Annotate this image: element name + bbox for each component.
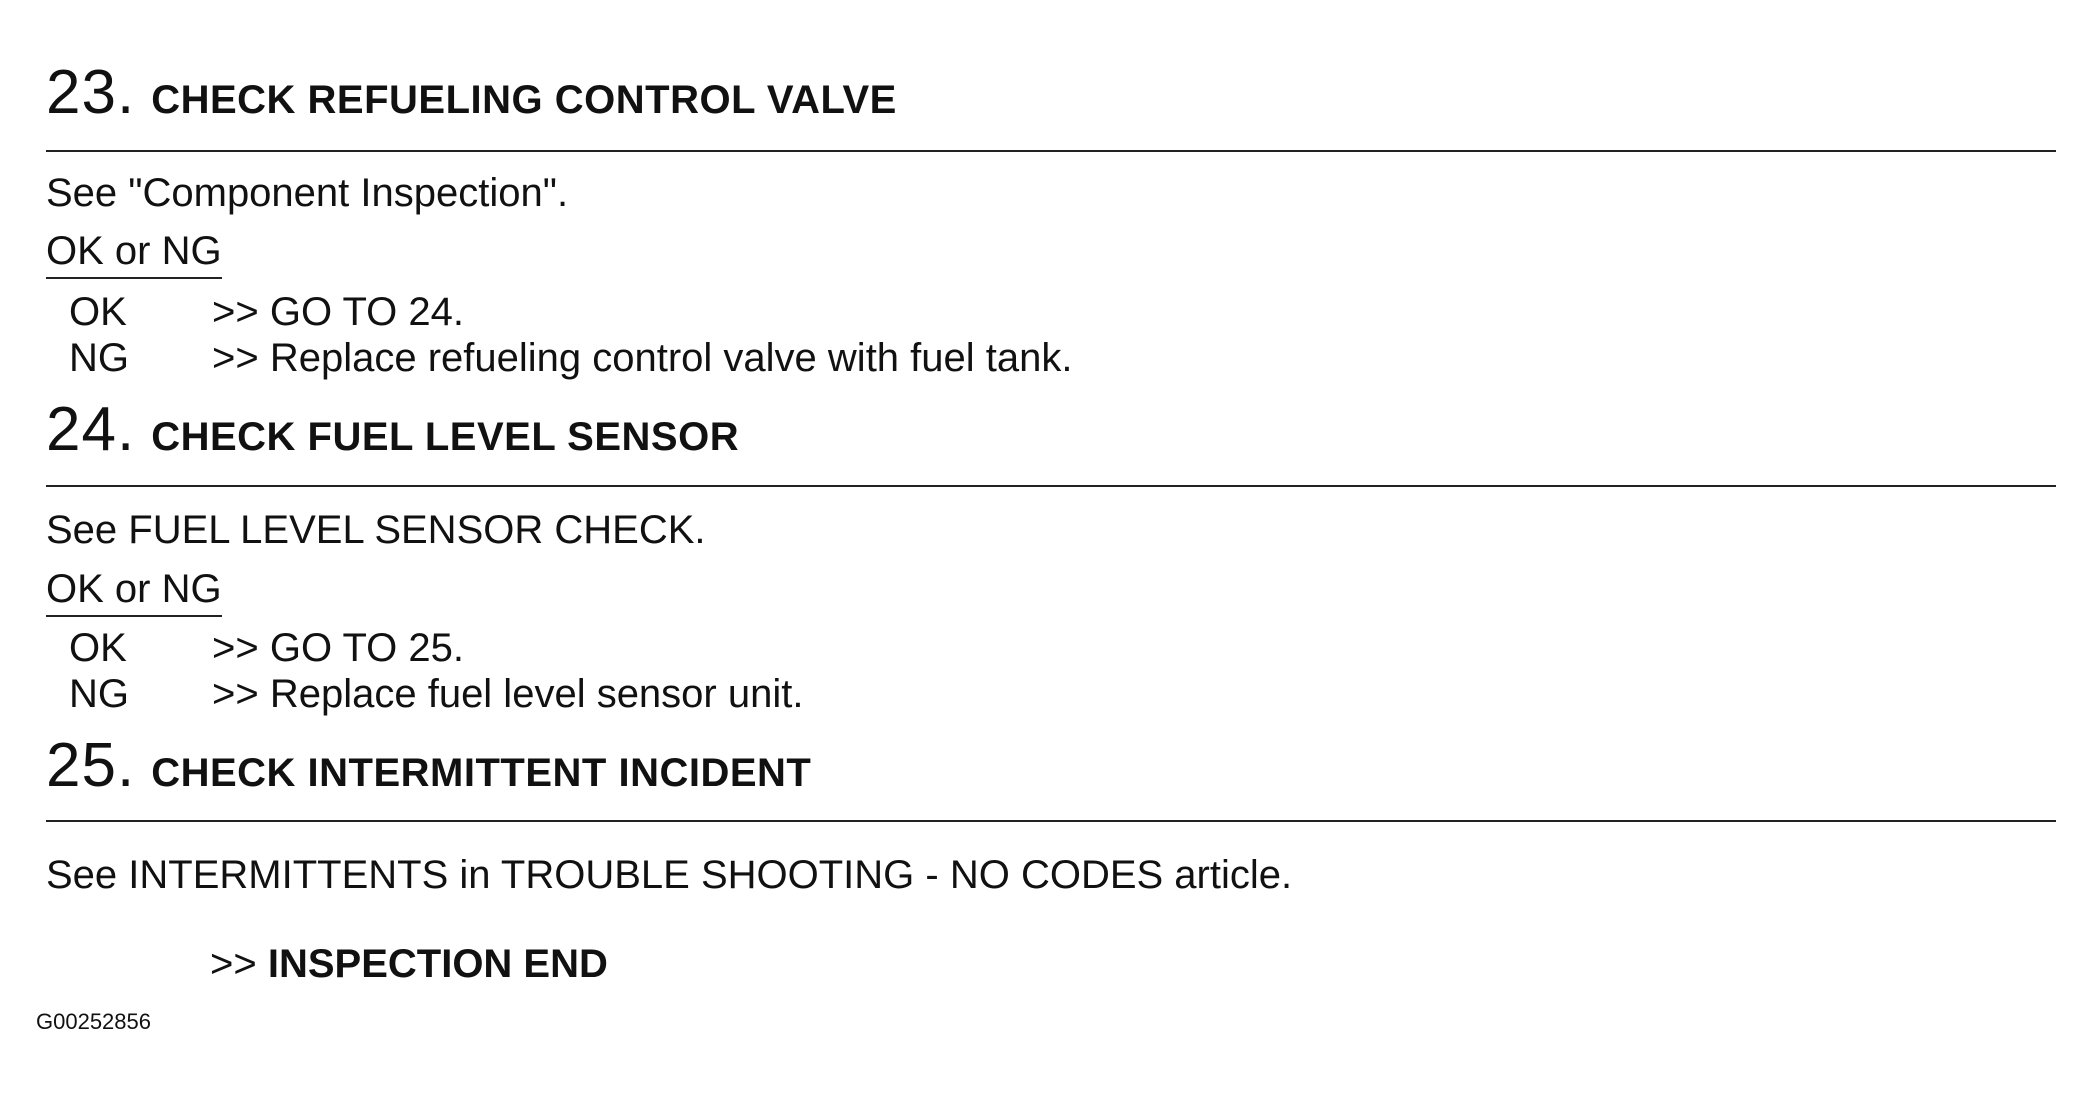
result-code: OK	[69, 626, 127, 670]
result-row-ok	[69, 290, 464, 334]
result-code: NG	[69, 672, 129, 716]
figure-id: G00252856	[36, 1009, 151, 1034]
step-instruction: See "Component Inspection".	[46, 171, 569, 215]
result-code: OK	[69, 290, 127, 334]
result-code: NG	[69, 336, 129, 380]
step-title: CHECK REFUELING CONTROL VALVE	[151, 78, 897, 122]
step-title: CHECK INTERMITTENT INCIDENT	[151, 751, 812, 795]
step-number: 24.	[46, 395, 136, 464]
result-action: >> GO TO 25.	[212, 626, 464, 670]
step-number: 23.	[46, 58, 136, 127]
step-24-heading	[46, 395, 740, 464]
step-title: CHECK FUEL LEVEL SENSOR	[151, 415, 740, 459]
result-action: >> Replace refueling control valve with fuel tank.	[212, 336, 1073, 380]
section-divider	[46, 820, 2056, 822]
step-number: 25.	[46, 731, 136, 800]
result-action: >> Replace fuel level sensor unit.	[212, 672, 804, 716]
inspection-end	[210, 942, 608, 986]
step-25-heading	[46, 731, 812, 800]
ok-or-ng-label: OK or NG	[46, 229, 222, 279]
result-row-ok	[69, 626, 464, 670]
step-instruction: See FUEL LEVEL SENSOR CHECK.	[46, 508, 706, 552]
section-divider	[46, 150, 2056, 152]
ok-or-ng-label: OK or NG	[46, 567, 222, 617]
result-row-ng	[69, 672, 803, 716]
result-action: >> GO TO 24.	[212, 290, 464, 334]
end-prefix: >>	[210, 942, 257, 986]
end-label: INSPECTION END	[267, 942, 608, 986]
result-row-ng	[69, 336, 1073, 380]
step-23-heading	[46, 58, 897, 127]
step-instruction: See INTERMITTENTS in TROUBLE SHOOTING - NO CODES article.	[46, 853, 1293, 897]
section-divider	[46, 485, 2056, 487]
